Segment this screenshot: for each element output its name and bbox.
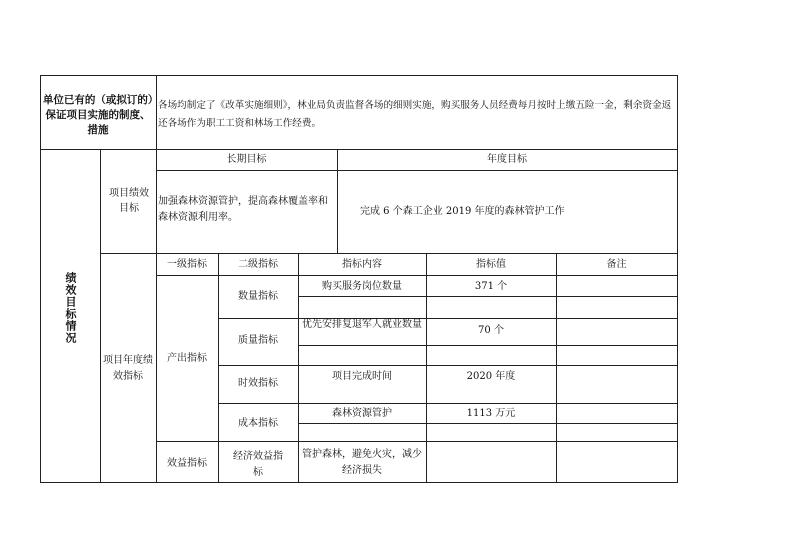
annual-indicator-label: 项目年度绩效指标 [103,355,153,382]
measures-label: 单位已有的（或拟订的）保证项目实施的制度、措施 [42,94,154,136]
table-row-value: 1113 万元 [466,408,516,419]
performance-goal-label: 绩效目标情况 [64,272,77,344]
table-row-value: 70 个 [478,325,504,336]
col-header-value: 指标值 [476,259,506,270]
table-row-content: 森林资源管护 [332,408,392,419]
long-term-header: 长期目标 [226,154,267,165]
table-row-content: 优先安排复退军人就业数量 [302,319,422,330]
table-row-content: 项目完成时间 [332,371,392,382]
col-header-level1: 一级指标 [167,259,207,270]
col-header-level2: 二级指标 [238,259,278,270]
benefit-indicator-label: 效益指标 [167,458,207,469]
table-row-level2: 质量指标 [238,335,278,346]
table-row-level2: 数量指标 [238,291,278,302]
long-term-text: 加强森林资源管护，提高森林覆盖率和森林资源利用率。 [158,196,328,223]
table-row-content: 管护森林，避免火灾，减少经济损失 [302,449,422,476]
col-header-remark: 备注 [606,259,627,270]
table-row-value: 2020 年度 [466,371,516,382]
table-row-value: 371 个 [474,281,508,292]
table-row-content: 购买服务岗位数量 [322,281,402,292]
table-row-level2: 时效指标 [238,378,278,389]
table-row-level2: 成本指标 [238,418,278,429]
annual-text: 完成 6 个森工企业 2019 年度的森林管护工作 [360,206,565,217]
measures-content: 各场均制定了《改革实施细则》，林业局负责监督各场的细则实施，购买服务人员经费每月按时上缴五险一金，剩余资金返还各场作为职工工资和林场工作经费。 [158,100,672,129]
project-goal-label: 项目绩效目标 [109,188,149,214]
output-indicator-label: 产出指标 [167,353,207,364]
table-row-level2: 经济效益指标 [233,451,283,478]
col-header-content: 指标内容 [342,259,382,270]
annual-header: 年度目标 [487,154,527,165]
